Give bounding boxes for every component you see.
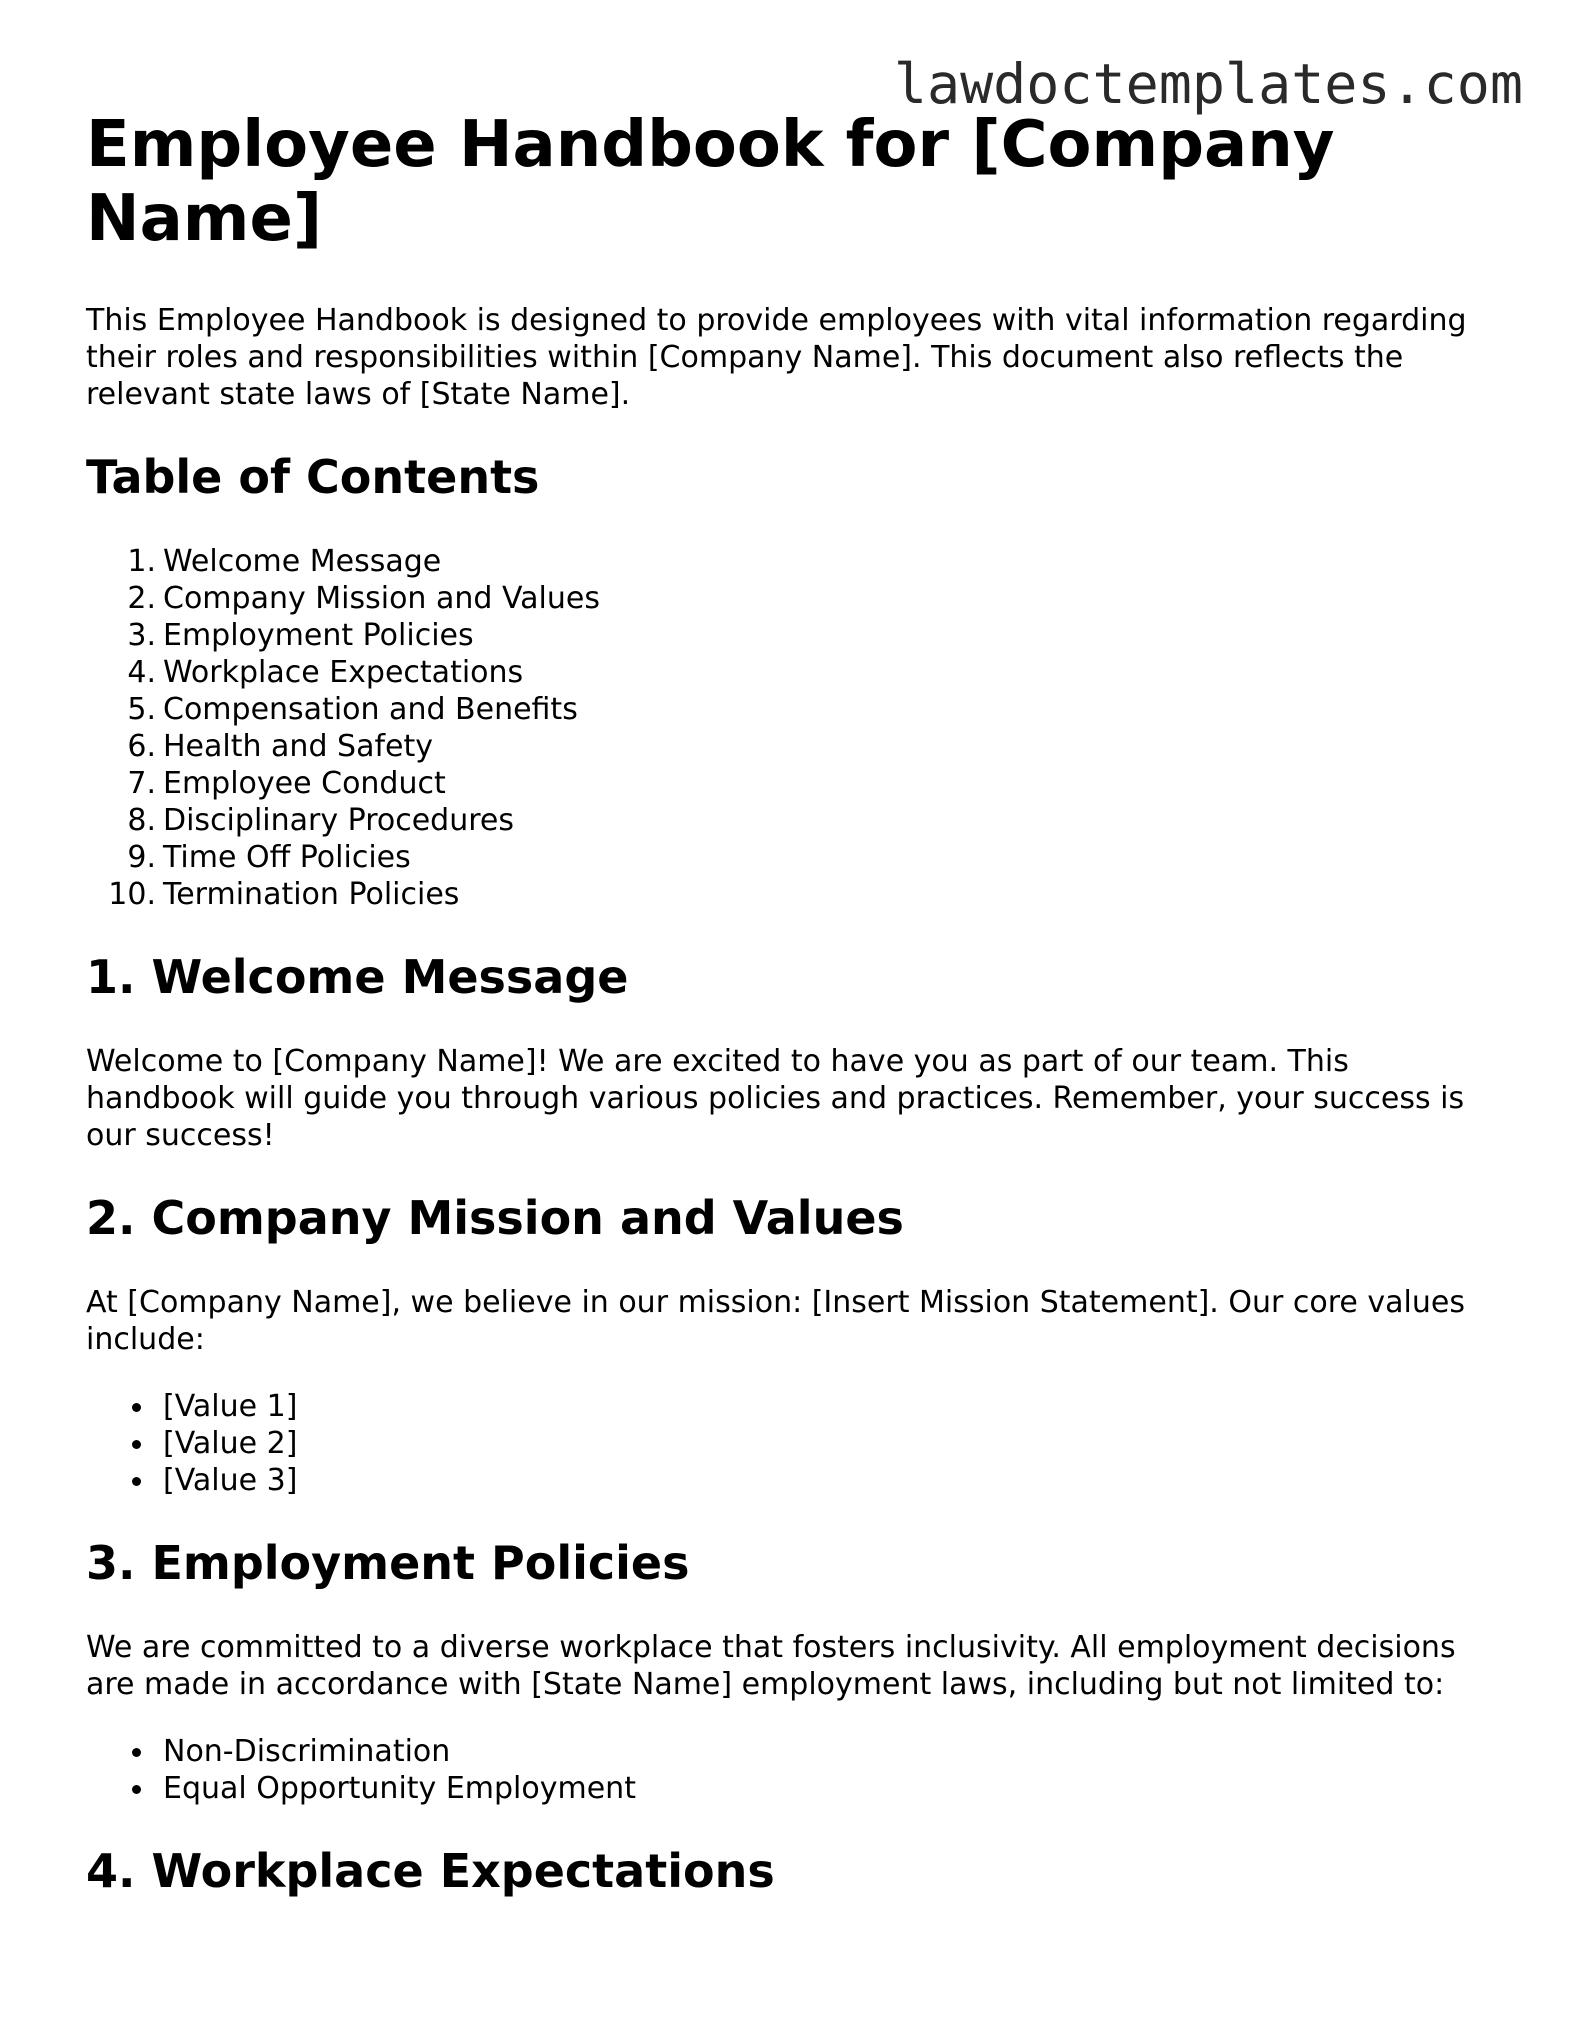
toc-item-number: 10.	[108, 877, 156, 912]
table-of-contents	[86, 543, 1506, 913]
document-content	[86, 108, 1506, 1899]
list-item	[86, 1770, 1506, 1807]
list-item	[86, 1388, 1506, 1425]
bullet-icon	[132, 1403, 141, 1412]
toc-item	[86, 654, 1506, 691]
intro-paragraph: This Employee Handbook is designed to provide employees with vital information regarding their roles and responsibilities within [Company Name]. This document also reflects the relevant state laws of [State Name].	[86, 303, 1467, 412]
toc-item-label: Disciplinary Procedures	[163, 803, 514, 838]
document-title: Employee Handbook for [Company Name]	[86, 108, 1335, 256]
toc-item	[86, 839, 1506, 876]
toc-item-number: 7.	[127, 766, 156, 801]
toc-item-label: Health and Safety	[163, 729, 433, 764]
list-item-label: [Value 3]	[163, 1463, 298, 1498]
toc-heading: Table of Contents	[86, 450, 540, 504]
list-item	[86, 1733, 1506, 1770]
toc-item-number: 9.	[127, 840, 156, 875]
section-heading-mission: 2. Company Mission and Values	[86, 1191, 904, 1245]
toc-item-number: 5.	[127, 692, 156, 727]
bullet-icon	[132, 1748, 141, 1757]
list-item	[86, 1425, 1506, 1462]
toc-item-label: Compensation and Benefits	[163, 692, 578, 727]
toc-item	[86, 543, 1506, 580]
toc-item-label: Workplace Expectations	[163, 655, 524, 690]
toc-item-number: 4.	[127, 655, 156, 690]
section-text-mission: At [Company Name], we believe in our mission: [Insert Mission Statement]. Our core values include:	[86, 1285, 1465, 1357]
employment-laws-list	[86, 1733, 1506, 1807]
core-values-list	[86, 1388, 1506, 1499]
section-heading-employment: 3. Employment Policies	[86, 1536, 690, 1590]
toc-item	[86, 728, 1506, 765]
bullet-icon	[132, 1785, 141, 1794]
toc-item-label: Company Mission and Values	[163, 581, 600, 616]
toc-item-label: Employment Policies	[163, 618, 474, 653]
toc-item-label: Employee Conduct	[163, 766, 446, 801]
bullet-icon	[132, 1440, 141, 1449]
watermark: lawdoctemplates.com	[893, 52, 1523, 116]
section-text-welcome: Welcome to [Company Name]! We are excited to have you as part of our team. This handbook will guide you through various policies and practices. Remember, your success is our success!	[86, 1044, 1465, 1153]
toc-item-number: 2.	[127, 581, 156, 616]
toc-item	[86, 691, 1506, 728]
toc-item-label: Welcome Message	[163, 544, 442, 579]
toc-item-number: 6.	[127, 729, 156, 764]
toc-item-number: 8.	[127, 803, 156, 838]
list-item-label: [Value 1]	[163, 1389, 298, 1424]
section-heading-welcome: 1. Welcome Message	[86, 950, 629, 1004]
list-item-label: [Value 2]	[163, 1426, 298, 1461]
list-item-label: Equal Opportunity Employment	[163, 1771, 636, 1806]
toc-item	[86, 876, 1506, 913]
toc-item-number: 1.	[127, 544, 156, 579]
toc-item-number: 3.	[127, 618, 156, 653]
toc-item	[86, 580, 1506, 617]
toc-item-label: Termination Policies	[163, 877, 460, 912]
section-heading-workplace: 4. Workplace Expectations	[86, 1844, 775, 1898]
section-text-employment: We are committed to a diverse workplace that fosters inclusivity. All employment decisions are made in accordance with [State Name] employment laws, including but not limited to:	[86, 1630, 1456, 1702]
list-item	[86, 1462, 1506, 1499]
toc-item	[86, 802, 1506, 839]
toc-item	[86, 617, 1506, 654]
toc-item-label: Time Off Policies	[163, 840, 411, 875]
list-item-label: Non-Discrimination	[163, 1734, 451, 1769]
bullet-icon	[132, 1477, 141, 1486]
toc-item	[86, 765, 1506, 802]
